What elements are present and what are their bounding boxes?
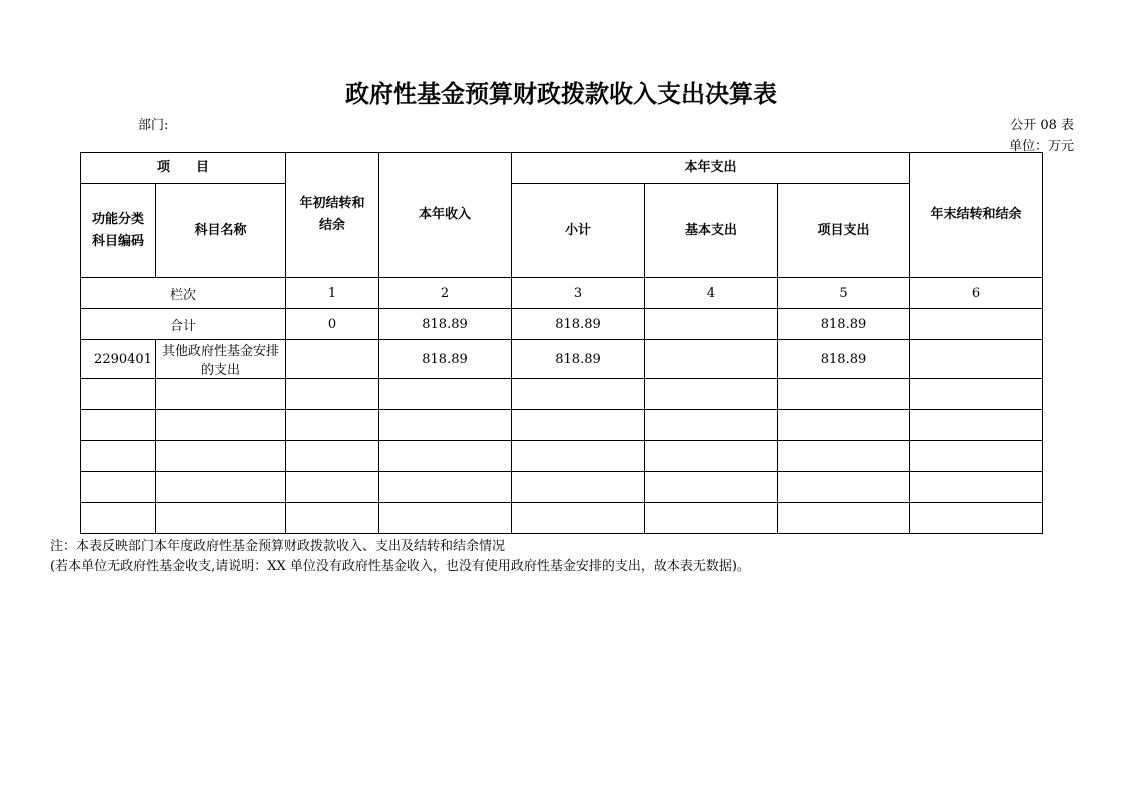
empty-cell	[156, 410, 286, 441]
total-income: 818.89	[379, 309, 512, 340]
empty-cell	[645, 503, 778, 534]
header-func-code-line2: 科目编码	[91, 233, 144, 249]
column-index-cell: 4	[645, 278, 778, 309]
unit-label: 单位：万元	[1008, 139, 1074, 154]
row-subtotal: 818.89	[512, 340, 645, 379]
empty-cell	[81, 472, 156, 503]
row-income: 818.89	[379, 340, 512, 379]
total-begin-balance: 0	[286, 309, 379, 340]
total-row	[81, 309, 1043, 340]
header-project-expense: 项目支出	[778, 184, 910, 278]
total-label: 合计	[81, 309, 286, 340]
row-begin-balance	[286, 340, 379, 379]
empty-cell	[156, 472, 286, 503]
empty-cell	[81, 410, 156, 441]
empty-cell	[379, 410, 512, 441]
column-index-cell: 6	[910, 278, 1043, 309]
empty-cell	[379, 379, 512, 410]
empty-row	[81, 441, 1043, 472]
header-basic-expense: 基本支出	[645, 184, 778, 278]
empty-cell	[512, 503, 645, 534]
empty-cell	[778, 410, 910, 441]
total-project: 818.89	[778, 309, 910, 340]
column-index-cell: 3	[512, 278, 645, 309]
empty-cell	[778, 472, 910, 503]
header-end-balance: 年末结转和结余	[910, 153, 1043, 278]
empty-cell	[645, 472, 778, 503]
empty-cell	[512, 441, 645, 472]
column-index-cell: 2	[379, 278, 512, 309]
total-subtotal: 818.89	[512, 309, 645, 340]
empty-cell	[156, 441, 286, 472]
row-end-balance	[910, 340, 1043, 379]
empty-cell	[512, 472, 645, 503]
column-index-cell: 5	[778, 278, 910, 309]
empty-cell	[910, 410, 1043, 441]
empty-cell	[778, 379, 910, 410]
empty-cell	[778, 441, 910, 472]
empty-cell	[379, 472, 512, 503]
budget-table	[80, 152, 1043, 534]
page-title: 政府性基金预算财政拨款收入支出决算表	[345, 80, 777, 108]
total-basic	[645, 309, 778, 340]
header-begin-balance	[286, 153, 379, 278]
empty-row	[81, 410, 1043, 441]
empty-cell	[81, 503, 156, 534]
note-line-2: (若本单位无政府性基金收支,请说明：XX 单位没有政府性基金收入，也没有使用政府性基金安排的支出，故本表无数据)。	[50, 559, 750, 574]
form-number: 公开 08 表	[1010, 118, 1074, 133]
total-end-balance	[910, 309, 1043, 340]
empty-cell	[286, 472, 379, 503]
empty-cell	[645, 410, 778, 441]
header-income: 本年收入	[379, 153, 512, 278]
header-item: 项 目	[81, 153, 286, 184]
row-code: 2290401	[81, 340, 156, 379]
empty-row	[81, 472, 1043, 503]
header-func-code-line1: 功能分类	[91, 211, 144, 227]
note-line-1: 注：本表反映部门本年度政府性基金预算财政拨款收入、支出及结转和结余情况	[50, 539, 506, 554]
empty-cell	[778, 503, 910, 534]
empty-cell	[379, 441, 512, 472]
empty-cell	[156, 503, 286, 534]
header-row-1	[81, 153, 1043, 184]
empty-cell	[379, 503, 512, 534]
empty-cell	[286, 503, 379, 534]
empty-row	[81, 503, 1043, 534]
row-name: 其他政府性基金安排的支出	[156, 340, 286, 379]
empty-cell	[156, 379, 286, 410]
empty-cell	[81, 379, 156, 410]
empty-cell	[286, 410, 379, 441]
empty-cell	[81, 441, 156, 472]
header-row-2	[81, 184, 1043, 278]
header-expense: 本年支出	[512, 153, 910, 184]
column-index-label: 栏次	[81, 278, 286, 309]
column-index-cell: 1	[286, 278, 379, 309]
empty-cell	[910, 503, 1043, 534]
empty-cell	[910, 441, 1043, 472]
row-project: 818.89	[778, 340, 910, 379]
header-func-code	[81, 184, 156, 278]
table-row	[81, 340, 1043, 379]
column-index-row	[81, 278, 1043, 309]
empty-cell	[512, 379, 645, 410]
empty-cell	[645, 441, 778, 472]
empty-cell	[910, 472, 1043, 503]
empty-cell	[910, 379, 1043, 410]
empty-cell	[286, 379, 379, 410]
header-begin-balance-line1: 年初结转和	[299, 196, 365, 211]
empty-row	[81, 379, 1043, 410]
empty-cell	[512, 410, 645, 441]
header-subtotal: 小计	[512, 184, 645, 278]
empty-cell	[286, 441, 379, 472]
header-subject-name: 科目名称	[156, 184, 286, 278]
row-basic	[645, 340, 778, 379]
header-begin-balance-line2: 结余	[319, 218, 346, 233]
empty-cell	[645, 379, 778, 410]
department-label: 部门:	[138, 118, 169, 133]
